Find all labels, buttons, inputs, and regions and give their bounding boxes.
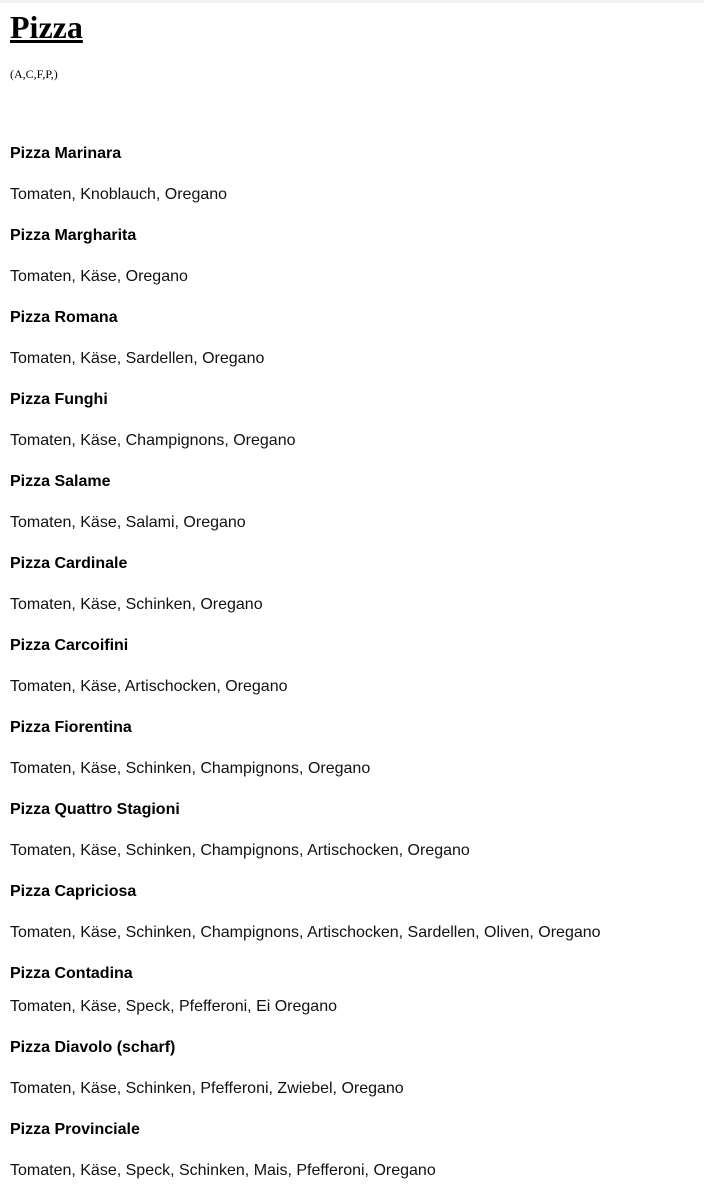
menu-item-name: Pizza Carcoifini — [10, 637, 129, 654]
menu-item-name: Pizza Quattro Stagioni — [10, 801, 180, 818]
allergen-codes: (A,C,F,P,) — [10, 67, 58, 81]
menu-item-name: Pizza Salame — [10, 473, 111, 490]
menu-item-description: Tomaten, Käse, Speck, Schinken, Mais, Pfefferoni, Oregano — [10, 1162, 436, 1179]
menu-item-name: Pizza Provinciale — [10, 1121, 140, 1138]
menu-item-description: Tomaten, Käse, Speck, Pfefferoni, Ei Oregano — [10, 998, 337, 1015]
menu-item-description: Tomaten, Käse, Schinken, Champignons, Artischocken, Sardellen, Oliven, Oregano — [10, 924, 601, 941]
menu-item-name: Pizza Funghi — [10, 391, 108, 408]
menu-item-description: Tomaten, Käse, Schinken, Champignons, Oregano — [10, 760, 371, 777]
menu-item-description: Tomaten, Käse, Oregano — [10, 268, 188, 285]
menu-item-description: Tomaten, Käse, Schinken, Oregano — [10, 596, 263, 613]
menu-item-name: Pizza Cardinale — [10, 555, 128, 572]
menu-item-description: Tomaten, Käse, Salami, Oregano — [10, 514, 246, 531]
menu-item-description: Tomaten, Käse, Sardellen, Oregano — [10, 350, 265, 367]
menu-item-description: Tomaten, Käse, Artischocken, Oregano — [10, 678, 288, 695]
menu-item-description: Tomaten, Käse, Champignons, Oregano — [10, 432, 296, 449]
top-border — [0, 0, 704, 3]
menu-item-description: Tomaten, Knoblauch, Oregano — [10, 186, 228, 203]
menu-item-name: Pizza Diavolo (scharf) — [10, 1039, 176, 1056]
menu-item-name: Pizza Romana — [10, 309, 118, 326]
menu-item-name: Pizza Marinara — [10, 145, 122, 162]
menu-item-name: Pizza Fiorentina — [10, 719, 132, 736]
menu-item-description: Tomaten, Käse, Schinken, Pfefferoni, Zwiebel, Oregano — [10, 1080, 404, 1097]
menu-item-name: Pizza Margharita — [10, 227, 137, 244]
menu-item-description: Tomaten, Käse, Schinken, Champignons, Artischocken, Oregano — [10, 842, 470, 859]
menu-item-name: Pizza Contadina — [10, 965, 133, 982]
menu-item-name: Pizza Capriciosa — [10, 883, 137, 900]
page-title: Pizza — [10, 9, 83, 45]
